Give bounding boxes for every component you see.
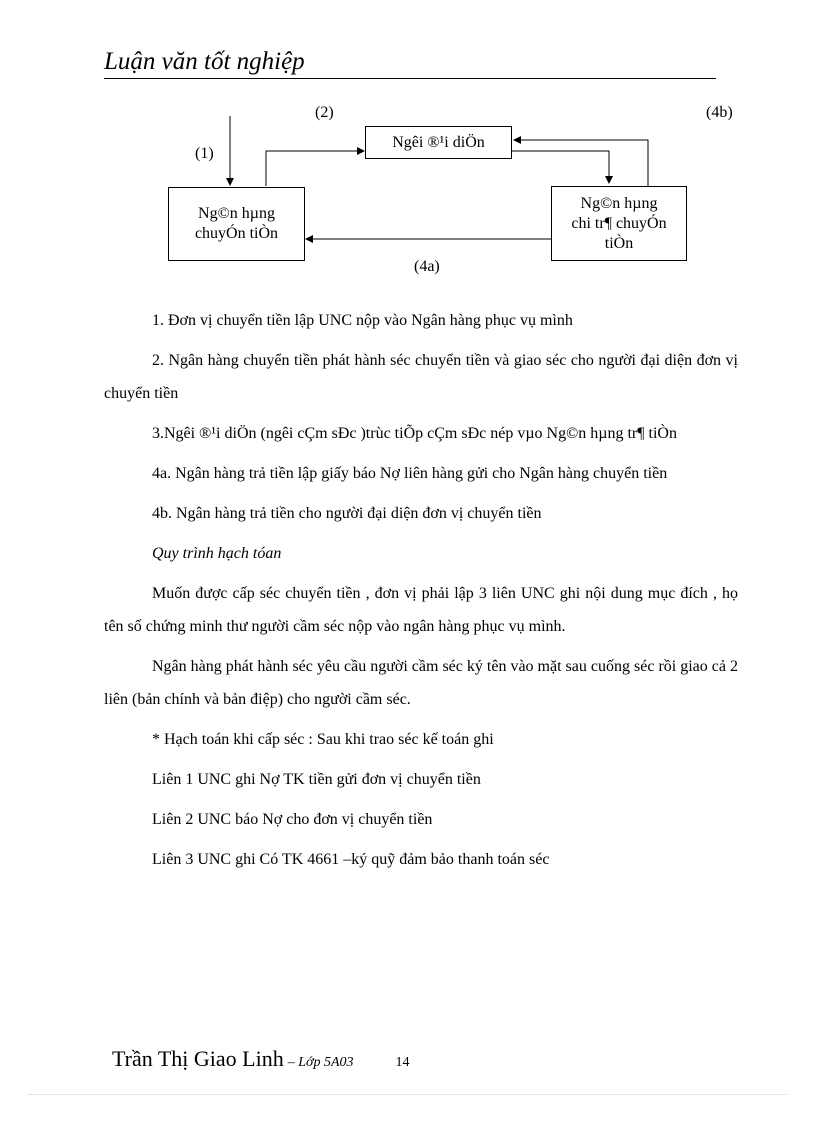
paragraph-issuing: Ngân hàng phát hành séc yêu cầu người cầm séc ký tên vào mặt sau cuống séc rồi giao cả 2 liên (bản chính và bản điệp) cho người cầm séc. [104, 658, 738, 708]
arrow-3 [512, 151, 609, 183]
box-paying-bank [551, 186, 687, 261]
paragraph-step-4b: 4b. Ngân hàng trả tiền cho người đại diện đơn vị chuyển tiền [152, 505, 542, 522]
paragraph-copy-1: Liên 1 UNC ghi Nợ TK tiền gửi đơn vị chuyển tiền [152, 771, 481, 788]
paragraph-step-3: 3.Ngêi ®¹i diÖn (ngêi cÇm sÐc )trùc tiÕp cÇm sÐc nép vµo Ng©n hµng tr¶ tiÒn [152, 425, 677, 442]
arrow-4b [514, 140, 648, 186]
box-representative [365, 126, 512, 159]
footer-author: Trần Thị Giao Linh [112, 1046, 284, 1071]
paragraph-procedure: Muốn được cấp séc chuyển tiền , đơn vị phải lập 3 liên UNC ghi nội dung mục đích , họ tên số chứng minh thư người cầm séc nộp vào ngân hàng phục vụ mình. [104, 585, 738, 635]
label-step-4b: (4b) [706, 104, 733, 121]
paragraph-step-4a: 4a. Ngân hàng trả tiền lập giấy báo Nợ liên hàng gửi cho Ngân hàng chuyển tiền [152, 465, 668, 482]
page-bottom-edge [28, 1094, 788, 1095]
paragraph-accounting: * Hạch toán khi cấp séc : Sau khi trao séc kế toán ghi [152, 731, 494, 748]
label-step-1: (1) [195, 145, 214, 162]
paragraph-step-1: 1. Đơn vị chuyển tiền lập UNC nộp vào Ngân hàng phục vụ mình [152, 312, 573, 329]
footer-class: – Lớp 5A03 [287, 1055, 354, 1070]
page-number: 14 [395, 1055, 410, 1070]
paragraph-step-2: 2. Ngân hàng chuyển tiền phát hành séc chuyển tiền và giao séc cho người đại diện đơn vị chuyển tiền [104, 352, 738, 402]
section-heading: Quy trình hạch tóan [152, 545, 282, 562]
box-representative-label: Ngêi ®¹i diÖn [392, 133, 485, 151]
box-paying-bank-line-2: chi tr¶ chuyÓn [571, 214, 667, 232]
paragraph-copy-2: Liên 2 UNC báo Nợ cho đơn vị chuyển tiền [152, 811, 433, 828]
box-remitting-bank [168, 187, 305, 261]
label-step-4a: (4a) [414, 258, 440, 275]
paragraph-copy-3: Liên 3 UNC ghi Có TK 4661 –ký quỹ đảm bảo thanh toán séc [152, 851, 550, 868]
page-header-title: Luận văn tốt nghiệp [104, 48, 305, 75]
box-remitting-bank-line-2: chuyÓn tiÒn [194, 225, 279, 242]
box-remitting-bank-line-1: Ng©n hµng [198, 205, 275, 222]
flow-diagram [0, 0, 816, 300]
box-paying-bank-line-1: Ng©n hµng [580, 194, 658, 212]
arrow-2 [266, 151, 364, 186]
box-paying-bank-line-3: tiÒn [604, 234, 634, 252]
page-footer [112, 1046, 410, 1072]
body-text [104, 304, 738, 883]
label-step-2: (2) [315, 104, 334, 121]
